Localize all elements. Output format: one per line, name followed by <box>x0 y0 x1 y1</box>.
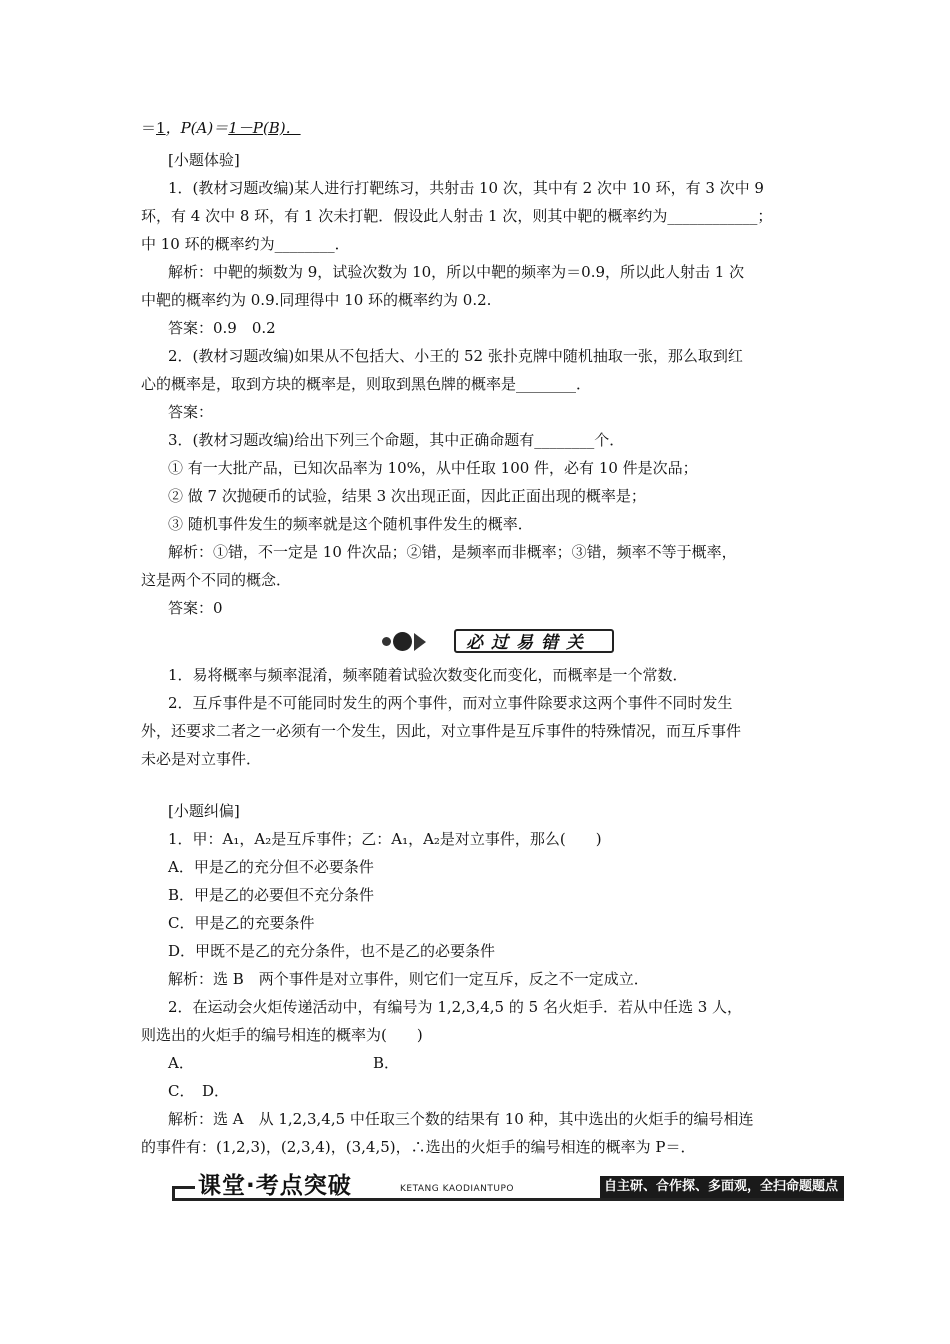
banner-classroom-tagline: 自主研、合作探、多面观，全扫命题题点 <box>600 1176 844 1198</box>
q3-option-3: ③ 随机事件发生的频率就是这个随机事件发生的概率． <box>168 515 533 533</box>
section-banner-errors <box>382 627 622 657</box>
q3-solution-line2: 这是两个不同的概念． <box>141 571 292 589</box>
q3-answer: 答案：0 <box>168 599 223 617</box>
q1-text-line3: 中 10 环的概率约为________． <box>141 235 350 253</box>
banner-dot-large-icon <box>393 632 412 651</box>
q1-text-line2: 环，有 4 次中 8 环，有 1 次未打靶．假设此人射击 1 次，则其中靶的概率约为____________； <box>141 207 773 225</box>
c2-solution-line2: 的事件有：(1,2,3)，(2,3,4)，(3,4,5)，∴选出的火炬手的编号相连的概率为 P＝． <box>141 1138 696 1156</box>
q3-text: 3．(教材习题改编)给出下列三个命题，其中正确命题有________个． <box>168 431 625 449</box>
c1-option-c: C．甲是乙的充要条件 <box>168 914 315 932</box>
q1-answer: 答案：0.9 0.2 <box>168 319 276 337</box>
q3-option-2: ② 做 7 次抛硬币的试验，结果 3 次出现正面，因此正面出现的概率是； <box>168 487 646 505</box>
c2-question-line1: 2．在运动会火炬传递活动中，有编号为 1,2,3,4,5 的 5 名火炬手．若从中任选 3 人， <box>168 998 743 1016</box>
formula-answer-complement: 1－P(B)． <box>228 119 301 137</box>
section-heading-correction: [小题纠偏] <box>168 802 240 820</box>
error-note-1: 1．易将概率与频率混淆，频率随着试验次数变化而变化，而概率是一个常数． <box>168 666 688 684</box>
error-note-2-line3: 未必是对立事件． <box>141 750 262 768</box>
q2-text-line1: 2．(教材习题改编)如果从不包括大、小王的 52 张扑克牌中随机抽取一张，那么取到红 <box>168 347 743 365</box>
formula-line <box>141 118 301 138</box>
c2-question-line2: 则选出的火炬手的编号相连的概率为( ) <box>141 1026 423 1044</box>
banner-classroom-title: 课堂·考点突破 <box>198 1173 352 1199</box>
c2-option-b: B． <box>373 1054 400 1072</box>
banner-classroom-subtitle: KETANG KAODIANTUPO <box>400 1184 515 1194</box>
q1-solution-line1: 解析：中靶的频数为 9，试验次数为 10，所以中靶的频率为＝0.9，所以此人射击 1 次 <box>168 263 745 281</box>
c1-option-a: A．甲是乙的充分但不必要条件 <box>168 858 374 876</box>
section-banner-classroom <box>172 1172 844 1202</box>
c1-solution: 解析：选 B 两个事件是对立事件，则它们一定互斥，反之不一定成立． <box>168 970 649 988</box>
c2-option-cd: C． D． <box>168 1082 230 1100</box>
banner-arrow-icon <box>414 633 426 651</box>
c1-question: 1．甲：A₁，A₂是互斥事件；乙：A₁，A₂是对立事件，那么( ) <box>168 830 602 848</box>
c1-option-d: D．甲既不是乙的充分条件，也不是乙的必要条件 <box>168 942 496 960</box>
formula-answer-one: 1 <box>156 119 166 137</box>
q2-answer: 答案： <box>168 403 214 421</box>
formula-pa: ，P(A)＝ <box>165 119 229 137</box>
error-note-2-line2: 外，还要求二者之一必须有一个发生，因此，对立事件是互斥事件的特殊情况，而互斥事件 <box>141 722 742 740</box>
c2-solution-line1: 解析：选 A 从 1,2,3,4,5 中任取三个数的结果有 10 种，其中选出的火炬手的编号相连 <box>168 1110 754 1128</box>
q1-text-line1: 1．(教材习题改编)某人进行打靶练习，共射击 10 次，其中有 2 次中 10 环，有 3 次中 9 <box>168 179 764 197</box>
formula-equals: ＝ <box>141 119 157 137</box>
q3-option-1: ① 有一大批产品，已知次品率为 10%，从中任取 100 件，必有 10 件是次品； <box>168 459 698 477</box>
q3-solution-line1: 解析：①错，不一定是 10 件次品；②错，是频率而非概率；③错，频率不等于概率， <box>168 543 737 561</box>
q1-solution-line2: 中靶的概率约为 0.9.同理得中 10 环的概率约为 0.2. <box>141 291 492 309</box>
c1-option-b: B．甲是乙的必要但不充分条件 <box>168 886 375 904</box>
c2-option-a: A． <box>168 1054 194 1072</box>
banner-title: 必过易错关 <box>454 629 614 653</box>
section-heading-practice: [小题体验] <box>168 151 240 169</box>
banner-dot-small-icon <box>382 637 391 646</box>
q2-text-line2: 心的概率是，取到方块的概率是，则取到黑色牌的概率是________． <box>141 375 592 393</box>
error-note-2-line1: 2．互斥事件是不可能同时发生的两个事件，而对立事件除要求这两个事件不同时发生 <box>168 694 733 712</box>
